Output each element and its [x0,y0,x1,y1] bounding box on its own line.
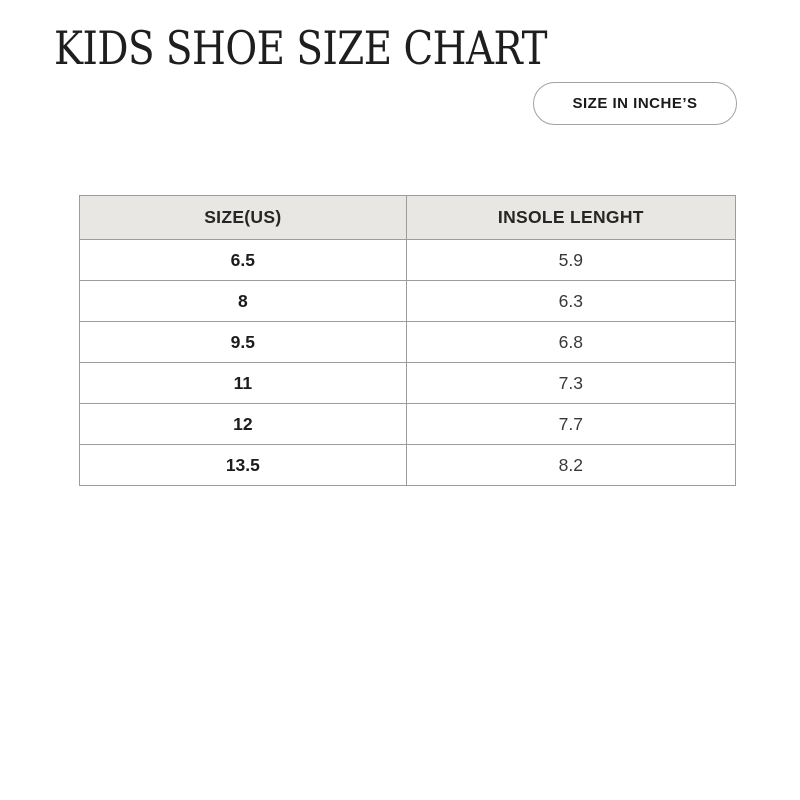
table-row [80,445,736,486]
size-cell: 8 [80,281,407,322]
size-cell: 9.5 [80,322,407,363]
size-unit-button[interactable]: SIZE IN INCHE’S [533,82,737,125]
size-cell: 6.5 [80,240,407,281]
insole-cell: 7.7 [406,404,735,445]
table-row [80,404,736,445]
size-chart-table [79,195,736,486]
size-cell: 12 [80,404,407,445]
column-header-insole-length: INSOLE LENGHT [406,196,735,240]
size-cell: 11 [80,363,407,404]
table-row [80,281,736,322]
table-row [80,322,736,363]
size-cell: 13.5 [80,445,407,486]
column-header-size-us: SIZE(US) [80,196,407,240]
table-header-row [80,196,736,240]
insole-cell: 5.9 [406,240,735,281]
insole-cell: 6.3 [406,281,735,322]
page-title: KIDS SHOE SIZE CHART [54,22,548,76]
insole-cell: 8.2 [406,445,735,486]
insole-cell: 6.8 [406,322,735,363]
table-row [80,240,736,281]
insole-cell: 7.3 [406,363,735,404]
table-row [80,363,736,404]
